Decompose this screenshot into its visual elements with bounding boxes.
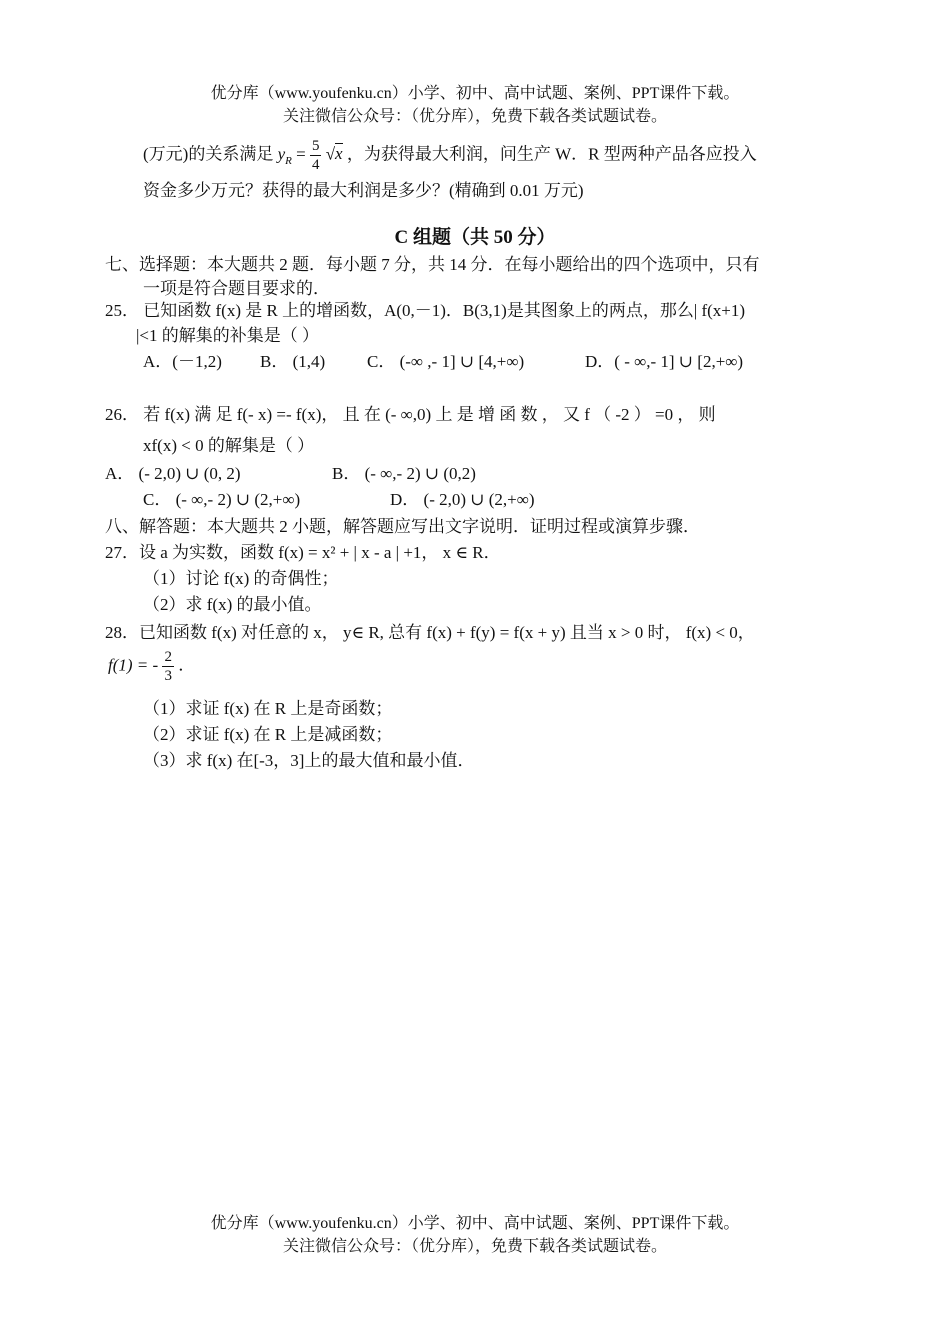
prev-problem-line-2: 资金多少万元？获得的最大利润是多少？(精确到 0.01 万元)	[143, 181, 584, 200]
q27-sub-1: （1）讨论 f(x) 的奇偶性；	[143, 569, 339, 588]
q26-option-a: A． (- 2,0) ∪ (0, 2)	[105, 464, 241, 483]
q28-sub-2: （2）求证 f(x) 在 R 上是减函数；	[143, 725, 393, 744]
q26-option-d: D． (- 2,0) ∪ (2,+∞)	[390, 490, 535, 509]
footer-line-2: 关注微信公众号：（优分库），免费下载各类试题试卷。	[282, 1238, 667, 1255]
q25-option-a: A．(－1,2)	[143, 352, 222, 371]
q28-sub-3: （3）求 f(x) 在[-3，3]上的最大值和最小值．	[143, 751, 475, 770]
section-title: C 组题（共 50 分）	[394, 227, 556, 248]
q25-option-d: D．( - ∞,- 1] ∪ [2,+∞)	[585, 352, 744, 371]
q26-option-b: B． (- ∞,- 2) ∪ (0,2)	[332, 464, 476, 483]
q25-stem-2: |<1 的解集的补集是（ ）	[136, 326, 319, 345]
q25-stem-1: 25． 已知函数 f(x) 是 R 上的增函数，A(0,－1)．B(3,1)是其图象上的两点，那么| f(x+1)	[105, 301, 746, 320]
header-line-1: 优分库（www.youfenku.cn）小学、初中、高中试题、案例、PPT课件下载。	[210, 85, 740, 102]
q28-stem-1: 28．已知函数 f(x) 对任意的 x， y∈ R, 总有 f(x) + f(y) = f(x + y) 且当 x > 0 时， f(x) < 0，	[105, 623, 755, 642]
q27-sub-2: （2）求 f(x) 的最小值。	[143, 595, 322, 614]
fraction: $\frac{5}{4}$	[311, 138, 320, 173]
q25-option-b: B． (1,4)	[260, 352, 326, 371]
q27-stem: 27．设 a 为实数，函数 f(x) = x² + | x - a | +1， x ∈ R．	[105, 543, 501, 562]
fraction: $\frac{2}{3}$	[164, 649, 172, 684]
prev-problem-line-1: (万元)的关系满足 $y_R$ = $\frac{5}{4}$ √x ，为获得最大利润，问生产 W．R 型两种产品各应投入	[143, 138, 757, 173]
footer-line-1: 优分库（www.youfenku.cn）小学、初中、高中试题、案例、PPT课件下载。	[210, 1215, 740, 1232]
part8-instruction: 八、解答题：本大题共 2 小题，解答题应写出文字说明．证明过程或演算步骤．	[105, 517, 700, 536]
header-line-2: 关注微信公众号：（优分库），免费下载各类试题试卷。	[282, 108, 667, 125]
part7-instruction-2: 一项是符合题目要求的．	[143, 279, 330, 298]
q26-stem-1: 26． 若 f(x) 满 足 f(- x) =- f(x)， 且 在 (- ∞,0) 上 是 增 函 数 ， 又 f （ -2 ） =0 ， 则	[105, 405, 716, 424]
q26-stem-2: xf(x) < 0 的解集是（ ）	[143, 436, 315, 455]
q26-option-c: C． (- ∞,- 2) ∪ (2,+∞)	[143, 490, 301, 509]
q25-option-c: C． (-∞ ,- 1] ∪ [4,+∞)	[367, 352, 525, 371]
q28-sub-1: （1）求证 f(x) 在 R 上是奇函数；	[143, 699, 393, 718]
part7-instruction-1: 七、选择题：本大题共 2 题．每小题 7 分，共 14 分．在每小题给出的四个选项中，只有	[105, 255, 760, 274]
q28-stem-2: f(1) = - $\frac{2}{3}$ ．	[108, 649, 196, 684]
